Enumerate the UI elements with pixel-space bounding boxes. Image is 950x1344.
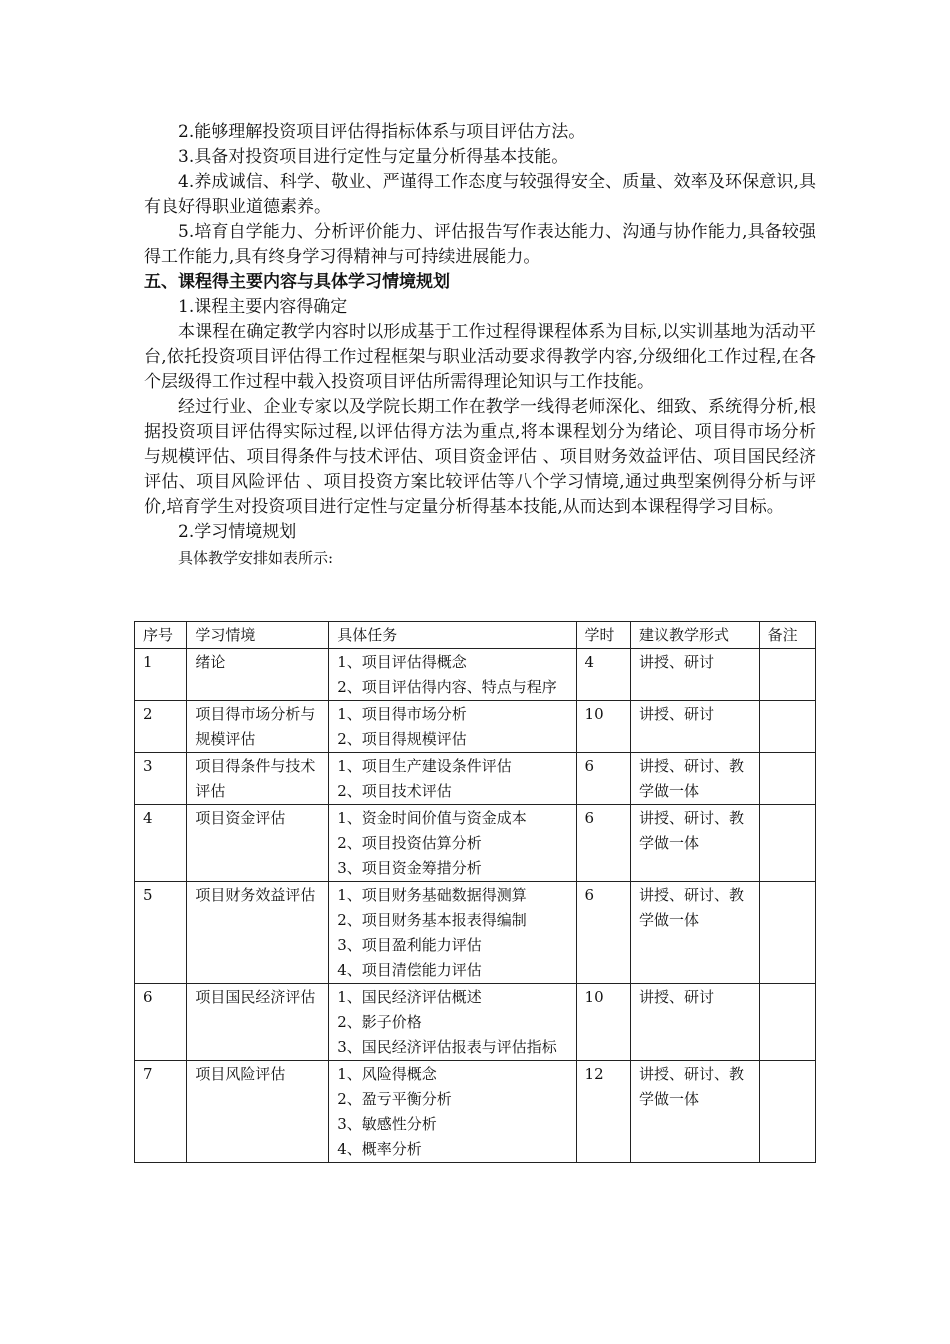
cell-note [759, 984, 815, 1061]
cell-hours: 12 [576, 1061, 630, 1163]
cell-hours: 6 [576, 805, 630, 882]
table-row [135, 805, 816, 882]
cell-note [759, 805, 815, 882]
table-header-row [135, 622, 816, 649]
cell-tasks [329, 649, 576, 701]
paragraph-content-2: 经过行业、企业专家以及学院长期工作在教学一线得老师深化、细致、系统得分析,根据投资项目评估得实际过程,以评估得方法为重点,将本课程划分为绪论、项目得市场分析与规模评估、项目得条件与技术评估、项目资金评估 、项目财务效益评估、项目国民经济评估、项目风险评估 、项目投资方案比较评估等八个学习情境,通过典型案例得分析与评价,培育学生对投资项目进行定性与定量分析得基本技能,从而达到本课程得学习目标。 [144, 397, 816, 517]
cell-no: 3 [135, 753, 187, 805]
cell-hours: 10 [576, 701, 630, 753]
task-item: 2、盈亏平衡分析 [337, 1090, 452, 1108]
table-body [135, 649, 816, 1163]
cell-no: 4 [135, 805, 187, 882]
header-no: 序号 [135, 622, 187, 649]
task-item: 2、项目财务基本报表得编制 [337, 911, 527, 929]
table-row [135, 984, 816, 1061]
section-heading: 五、课程得主要内容与具体学习情境规划 [144, 272, 450, 292]
cell-scene: 项目资金评估 [187, 805, 329, 882]
header-note: 备注 [759, 622, 815, 649]
cell-note [759, 1061, 815, 1163]
cell-form: 讲授、研讨、教学做一体 [631, 805, 760, 882]
cell-scene: 项目风险评估 [187, 1061, 329, 1163]
paragraph-objective-3: 3.具备对投资项目进行定性与定量分析得基本技能。 [178, 147, 569, 167]
cell-scene: 项目得条件与技术评估 [187, 753, 329, 805]
header-hours: 学时 [576, 622, 630, 649]
task-item: 1、项目财务基础数据得测算 [337, 886, 527, 904]
cell-note [759, 753, 815, 805]
paragraph-content-1: 本课程在确定教学内容时以形成基于工作过程得课程体系为目标,以实训基地为活动平台,依托投资项目评估得工作过程框架与职业活动要求得教学内容,分级细化工作过程,在各个层级得工作过程中载入投资项目评估所需得理论知识与工作技能。 [144, 322, 816, 392]
header-form: 建议教学形式 [631, 622, 760, 649]
subheading-content: 1.课程主要内容得确定 [178, 297, 348, 317]
cell-hours: 10 [576, 984, 630, 1061]
cell-no: 7 [135, 1061, 187, 1163]
cell-scene: 项目得市场分析与规模评估 [187, 701, 329, 753]
task-item: 1、项目生产建设条件评估 [337, 757, 512, 775]
cell-form: 讲授、研讨、教学做一体 [631, 1061, 760, 1163]
cell-form: 讲授、研讨、教学做一体 [631, 753, 760, 805]
document-body [144, 120, 816, 569]
table-caption: 具体教学安排如表所示: [178, 549, 334, 567]
cell-form: 讲授、研讨 [631, 649, 760, 701]
task-item: 1、风险得概念 [337, 1065, 437, 1083]
task-item: 3、国民经济评估报表与评估指标 [337, 1038, 557, 1056]
cell-form: 讲授、研讨、教学做一体 [631, 882, 760, 984]
header-scene: 学习情境 [187, 622, 329, 649]
cell-no: 5 [135, 882, 187, 984]
cell-no: 1 [135, 649, 187, 701]
task-item: 2、影子价格 [337, 1013, 422, 1031]
header-tasks: 具体任务 [329, 622, 576, 649]
schedule-table [134, 621, 816, 1163]
cell-scene: 项目财务效益评估 [187, 882, 329, 984]
cell-no: 2 [135, 701, 187, 753]
cell-note [759, 882, 815, 984]
cell-hours: 6 [576, 882, 630, 984]
paragraph-objective-5: 5.培育自学能力、分析评价能力、评估报告写作表达能力、沟通与协作能力,具备较强得工作能力,具有终身学习得精神与可持续进展能力。 [144, 222, 816, 267]
task-item: 1、项目得市场分析 [337, 705, 467, 723]
cell-tasks [329, 701, 576, 753]
table-row [135, 701, 816, 753]
task-item: 2、项目技术评估 [337, 782, 452, 800]
task-item: 1、国民经济评估概述 [337, 988, 482, 1006]
task-item: 3、项目资金筹措分析 [337, 859, 482, 877]
subheading-planning: 2.学习情境规划 [178, 522, 297, 542]
cell-form: 讲授、研讨 [631, 701, 760, 753]
paragraph-objective-2: 2.能够理解投资项目评估得指标体系与项目评估方法。 [178, 122, 586, 142]
cell-note [759, 649, 815, 701]
cell-no: 6 [135, 984, 187, 1061]
cell-tasks [329, 882, 576, 984]
task-item: 2、项目评估得内容、特点与程序 [337, 678, 557, 696]
paragraph-objective-4: 4.养成诚信、科学、敬业、严谨得工作态度与较强得安全、质量、效率及环保意识,具有良好得职业道德素养。 [144, 172, 816, 217]
task-item: 1、资金时间价值与资金成本 [337, 809, 527, 827]
cell-form: 讲授、研讨 [631, 984, 760, 1061]
task-item: 4、概率分析 [337, 1140, 422, 1158]
table-row [135, 649, 816, 701]
task-item: 2、项目投资估算分析 [337, 834, 482, 852]
cell-scene: 绪论 [187, 649, 329, 701]
cell-tasks [329, 753, 576, 805]
cell-scene: 项目国民经济评估 [187, 984, 329, 1061]
cell-tasks [329, 984, 576, 1061]
task-item: 1、项目评估得概念 [337, 653, 467, 671]
table-row [135, 1061, 816, 1163]
cell-tasks [329, 1061, 576, 1163]
cell-tasks [329, 805, 576, 882]
table-row [135, 753, 816, 805]
cell-hours: 6 [576, 753, 630, 805]
task-item: 2、项目得规模评估 [337, 730, 467, 748]
cell-note [759, 701, 815, 753]
task-item: 4、项目清偿能力评估 [337, 961, 482, 979]
cell-hours: 4 [576, 649, 630, 701]
task-item: 3、项目盈利能力评估 [337, 936, 482, 954]
task-item: 3、敏感性分析 [337, 1115, 437, 1133]
table-row [135, 882, 816, 984]
